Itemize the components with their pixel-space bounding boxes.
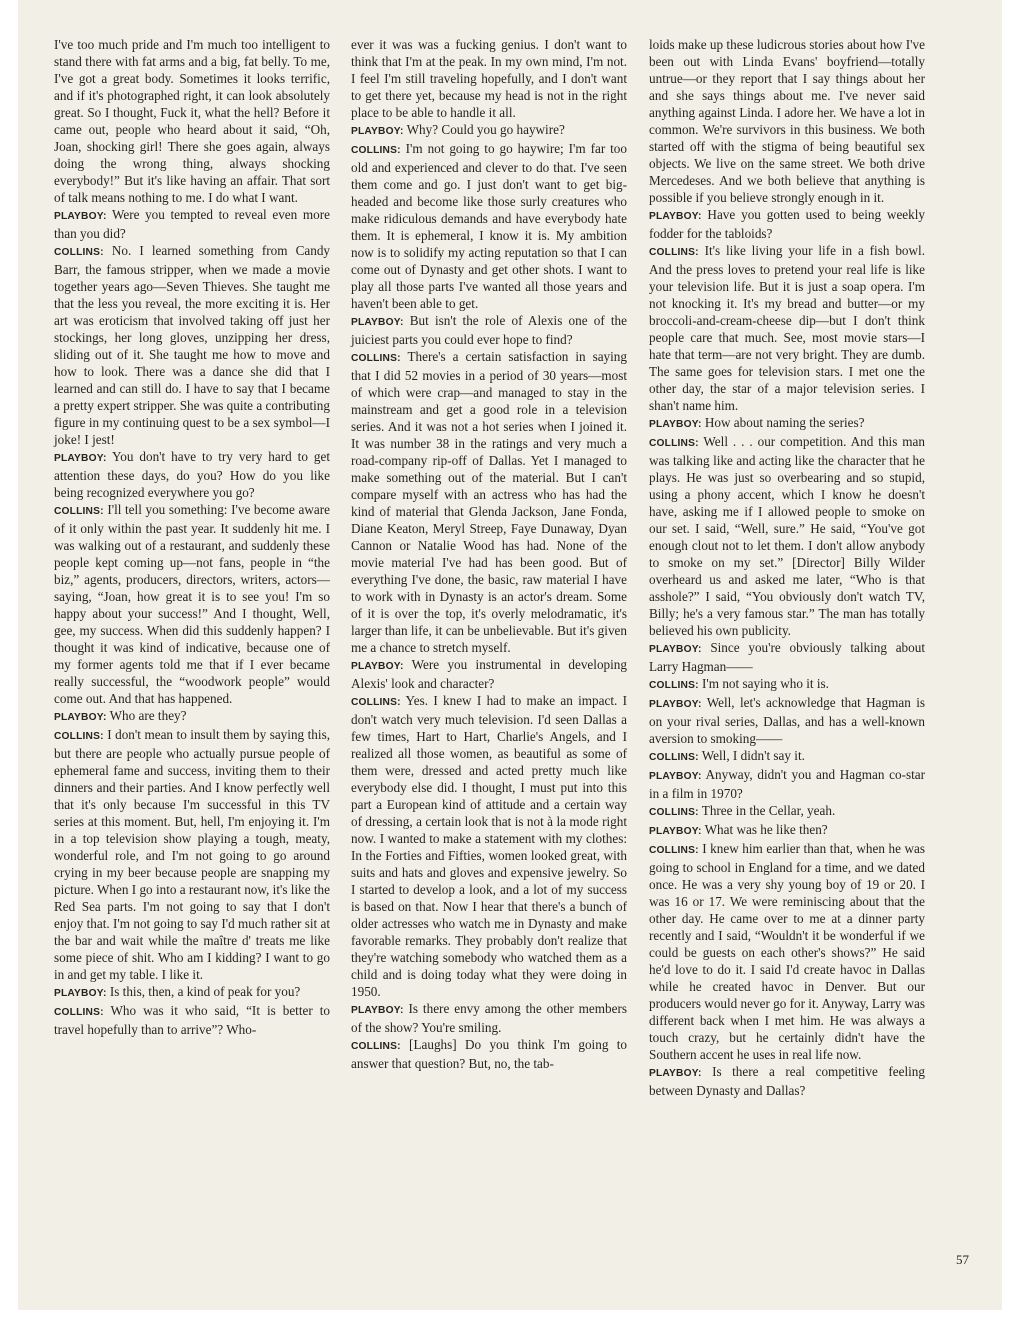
paragraph bbox=[649, 414, 925, 433]
speaker-label: COLLINS: bbox=[649, 752, 699, 763]
paragraph bbox=[54, 707, 330, 726]
paragraph-text: [Laughs] Do you think I'm going to answer that question? But, no, the tab- bbox=[351, 1037, 628, 1071]
paragraph bbox=[54, 206, 330, 242]
paragraph bbox=[649, 840, 925, 1063]
paragraph bbox=[649, 747, 925, 766]
paragraph bbox=[351, 1036, 627, 1072]
paragraph-text: Is there a real competitive feeling between Dynasty and Dallas? bbox=[649, 1064, 925, 1098]
paragraph-text: Were you instrumental in developing Alexis' look and character? bbox=[351, 657, 627, 691]
paragraph bbox=[54, 983, 330, 1002]
speaker-label: PLAYBOY: bbox=[54, 988, 107, 999]
speaker-label: PLAYBOY: bbox=[351, 1005, 404, 1016]
speaker-label: COLLINS: bbox=[54, 247, 104, 258]
speaker-label: COLLINS: bbox=[54, 731, 104, 742]
paragraph-text: Yes. I knew I had to make an impact. I don't watch very much television. I'd seen Dallas a few times, Hart to Hart, Charlie's Angels, and I realized all those women, as beautiful as some of them were, dressed and acted pretty much like everybody else did. I thought, I must put into this part a European kind of attitude and a certain way of dressing, a certain look that is not à la mode right now. I wanted to make a statement with my clothes: In the Forties and Fifties, women looked great, with suits and hats and gloves and expensive jewelry. So I started to develop a look, and a lot of my success is based on that. Now I hear that there's a bunch of older actresses who watch me in Dynasty and make favorable remarks. They probably don't realize that they're watching somebody who watched them as a child and is doing today what they were doing in 1950. bbox=[351, 693, 627, 999]
paragraph-text: Have you gotten used to being weekly fodder for the tabloids? bbox=[649, 207, 925, 241]
speaker-label: PLAYBOY: bbox=[351, 661, 404, 672]
text-column-1 bbox=[54, 36, 330, 1038]
paragraph-text: I've too much pride and I'm much too intelligent to stand there with fat arms and a big, fat belly. To me, I've got a great body. Sometimes it looks terrific, and if it's photographed right, it can look absolutely great. So I thought, Fuck it, what the hell? Before it came out, people who heard about it said, “Oh, Joan, shocking girl! There she goes again, always doing the wrong thing, always shocking everybody!” But it's like having an affair. That sort of talk means nothing to me. I do what I want. bbox=[54, 37, 330, 205]
paragraph bbox=[351, 348, 627, 656]
paragraph-text: I'll tell you something: I've become aware of it only within the past year. It suddenly hit me. I was walking out of a restaurant, and suddenly these people kept coming up—not fans, people in “the biz,” agents, producers, directors, writers, actors—saying, “Joan, how great it is to see you! I'm so happy about your success!” And I thought, Well, gee, my success. When did this suddenly happen? I thought it was kind of indicative, because one of my former agents told me that if I ever became really successful, the “woodwork people” would come out. And that has happened. bbox=[54, 502, 330, 706]
speaker-label: COLLINS: bbox=[351, 1041, 401, 1052]
speaker-label: PLAYBOY: bbox=[649, 826, 702, 837]
page-number: 57 bbox=[956, 1252, 969, 1267]
paragraph bbox=[351, 312, 627, 348]
paragraph-text: I don't mean to insult them by saying this, but there are people who actually pursue people of ephemeral fame and success, inviting them to their dinners and their parties. And I know perfectly well that it's only because I'm successful in this TV series at this moment. But, hell, I'm enjoying it. I'm in a top television show playing a tough, meaty, wonderful role, and I'm not going to go around crying in my beer because people are snapping my picture. When I go into a restaurant now, it's like the Red Sea parts. I'm not going to say that I don't enjoy that. I'm not going to say I'd much rather sit at the bar and wait while the maître d' treats me like some piece of shit. Who am I kidding? I want to go in and get my table. I like it. bbox=[54, 727, 330, 982]
speaker-label: COLLINS: bbox=[649, 247, 699, 258]
paragraph-text: There's a certain satisfaction in saying that I did 52 movies in a period of 30 years—most of which were crap—and managed to stay in the mainstream and get a good role in a television series. And it was not a hot series when I joined it. It was number 38 in the ratings and very much a road-company rip-off of Dallas. Yet I managed to make something out of the material. But I can't compare myself with an actress who has had the kind of material that Glenda Jackson, Jane Fonda, Diane Keaton, Meryl Streep, Faye Dunaway, Dyan Cannon or Natalie Wood has had. None of the movie material I've had has been good. But of everything I've done, the basic, raw material I have to work with in Dynasty is an actor's dream. Some of it is over the top, it's overly melodramatic, it's larger than life, it can be unbelievable. But it's given me a chance to stretch myself. bbox=[351, 349, 627, 655]
speaker-label: PLAYBOY: bbox=[649, 644, 702, 655]
paragraph-text: ever it was was a fucking genius. I don't want to think that I'm at the peak. In my own mind, I'm not. I feel I'm still traveling hopefully, and I don't want to get there yet, because my head is not in the right place to be able to handle it all. bbox=[351, 37, 627, 120]
paragraph bbox=[649, 766, 925, 802]
paragraph bbox=[351, 1000, 627, 1036]
speaker-label: COLLINS: bbox=[351, 353, 401, 364]
paragraph bbox=[649, 639, 925, 675]
paragraph bbox=[351, 656, 627, 692]
speaker-label: PLAYBOY: bbox=[649, 699, 702, 710]
paragraph bbox=[54, 448, 330, 501]
speaker-label: COLLINS: bbox=[54, 506, 104, 517]
paragraph bbox=[351, 692, 627, 1000]
paragraph bbox=[649, 694, 925, 747]
paragraph-text: It's like living your life in a fish bowl. And the press loves to pretend your real life is like your television life. But it is just a soap opera. I'm not knocking it. It's my bread and butter—or my broccoli-and-cream-cheese dip—but I don't think people care that much. See, most movie stars—I hate that term—are not very bright. They are dumb. The same goes for television stars. I met one the other day, the star of a major television series. I shan't name him. bbox=[649, 243, 925, 413]
paragraph bbox=[649, 36, 925, 206]
paragraph-text: Well, I didn't say it. bbox=[701, 748, 805, 763]
paragraph bbox=[54, 36, 330, 206]
paragraph bbox=[54, 1002, 330, 1038]
paragraph bbox=[649, 206, 925, 242]
text-column-2 bbox=[351, 36, 627, 1072]
paragraph bbox=[649, 802, 925, 821]
speaker-label: COLLINS: bbox=[649, 845, 699, 856]
paragraph-text: I'm not saying who it is. bbox=[702, 676, 829, 691]
paragraph-text: You don't have to try very hard to get attention these days, do you? How do you like being recognized everywhere you go? bbox=[54, 449, 330, 500]
speaker-label: COLLINS: bbox=[649, 680, 699, 691]
speaker-label: PLAYBOY: bbox=[54, 453, 107, 464]
paragraph-text: Well . . . our competition. And this man was talking like and acting like the character that he plays. He was just so overbearing and so stupid, using a phony accent, which I know he doesn't have, asking me if I allowed people to smoke on our set. I said, “Well, sure.” He said, “You've got enough clout not to let them. I don't allow anybody to smoke on my set.” [Director] Billy Wilder overheard us and asked me later, “Who is that asshole?” I said, “You obviously don't watch TV, Billy; he's a very famous star.” The man has totally believed his own publicity. bbox=[649, 434, 925, 638]
paragraph bbox=[649, 675, 925, 694]
speaker-label: PLAYBOY: bbox=[649, 419, 702, 430]
paragraph-text: Who was it who said, “It is better to travel hopefully than to arrive”? Who- bbox=[54, 1003, 330, 1037]
paragraph bbox=[649, 1063, 925, 1099]
paragraph-text: I knew him earlier than that, when he was going to school in England for a time, and we dated once. He was a very shy young boy of 19 or 20. I was 16 or 17. We were reminiscing about that the other day. He came over to me at a dinner party recently and I said, “Wouldn't it be wonderful if we could be guests on each other's shows?” He said he'd love to do it. I said I'd create havoc in Dallas while he created havoc in Denver. But our producers would never go for it. Anyway, Larry was different back when I met him. He was always a touch crazy, but he certainly didn't have the Southern accent he uses in real life now. bbox=[649, 841, 926, 1062]
paragraph-text: Since you're obviously talking about Larry Hagman—— bbox=[649, 640, 925, 674]
speaker-label: COLLINS: bbox=[351, 697, 401, 708]
paragraph-text: loids make up these ludicrous stories about how I've been out with Linda Evans' boyfriend—totally untrue—or they report that I say things about her and she says things about me. I've never said anything against Linda. I adore her. We have a lot in common. We're survivors in this business. We both started off with the stigma of being beautiful sex objects. We live on the same street. We both drive Mercedeses. And we both believe that anything is possible if you believe strongly enough in it. bbox=[649, 37, 925, 205]
speaker-label: PLAYBOY: bbox=[649, 211, 702, 222]
paragraph-text: Were you tempted to reveal even more than you did? bbox=[54, 207, 330, 241]
paragraph bbox=[351, 36, 627, 121]
paragraph-text: Anyway, didn't you and Hagman co-star in a film in 1970? bbox=[649, 767, 926, 801]
paragraph-text: Well, let's acknowledge that Hagman is on your rival series, Dallas, and has a well-known aversion to smoking—— bbox=[649, 695, 926, 746]
speaker-label: PLAYBOY: bbox=[351, 126, 404, 137]
paragraph-text: What was he like then? bbox=[704, 822, 828, 837]
paragraph-text: But isn't the role of Alexis one of the juiciest parts you could ever hope to find? bbox=[351, 313, 628, 347]
speaker-label: COLLINS: bbox=[649, 807, 699, 818]
paragraph bbox=[351, 121, 627, 140]
paragraph-text: I'm not going to go haywire; I'm far too old and experienced and clever to do that. I've seen them come and go. I just don't want to get big-headed and become like those surly creatures who make ridiculous demands and have everybody hate them. It is ephemeral, I know it is. My ambition now is to solidify my acting reputation so that I can come out of Dynasty and get other shots. I want to play all those parts I've wanted all those years and haven't been able to get. bbox=[351, 141, 627, 311]
speaker-label: PLAYBOY: bbox=[54, 712, 107, 723]
speaker-label: PLAYBOY: bbox=[649, 771, 702, 782]
speaker-label: PLAYBOY: bbox=[54, 211, 107, 222]
text-column-3 bbox=[649, 36, 925, 1099]
paragraph bbox=[54, 501, 330, 707]
paragraph bbox=[649, 821, 925, 840]
paragraph-text: Who are they? bbox=[109, 708, 187, 723]
paragraph bbox=[54, 726, 330, 983]
paragraph bbox=[649, 242, 925, 414]
speaker-label: COLLINS: bbox=[54, 1007, 104, 1018]
paragraph-text: How about naming the series? bbox=[704, 415, 865, 430]
paragraph-text: Is there envy among the other members of the show? You're smiling. bbox=[351, 1001, 628, 1035]
speaker-label: COLLINS: bbox=[351, 145, 401, 156]
paragraph-text: Why? Could you go haywire? bbox=[406, 122, 565, 137]
paragraph bbox=[649, 433, 925, 639]
speaker-label: COLLINS: bbox=[649, 438, 699, 449]
page-bottom-margin bbox=[0, 1310, 1020, 1320]
paragraph bbox=[54, 242, 330, 448]
speaker-label: PLAYBOY: bbox=[649, 1068, 702, 1079]
paragraph-text: Is this, then, a kind of peak for you? bbox=[109, 984, 301, 999]
paragraph-text: Three in the Cellar, yeah. bbox=[701, 803, 836, 818]
speaker-label: PLAYBOY: bbox=[351, 317, 404, 328]
paragraph-text: No. I learned something from Candy Barr, the famous stripper, when we made a movie together years ago—Seven Thieves. She taught me that the less you reveal, the more exciting it is. Her art was eroticism that involved taking off just her stockings, her long gloves, unzipping her dress, sliding out of it. She taught me how to move and how to look. There was a dance she did that I learned and can still do. I have to say that I became a pretty expert stripper. She was quite a contributing figure in my continuing quest to be a sex symbol—I joke! I jest! bbox=[54, 243, 331, 447]
paragraph bbox=[351, 140, 627, 312]
